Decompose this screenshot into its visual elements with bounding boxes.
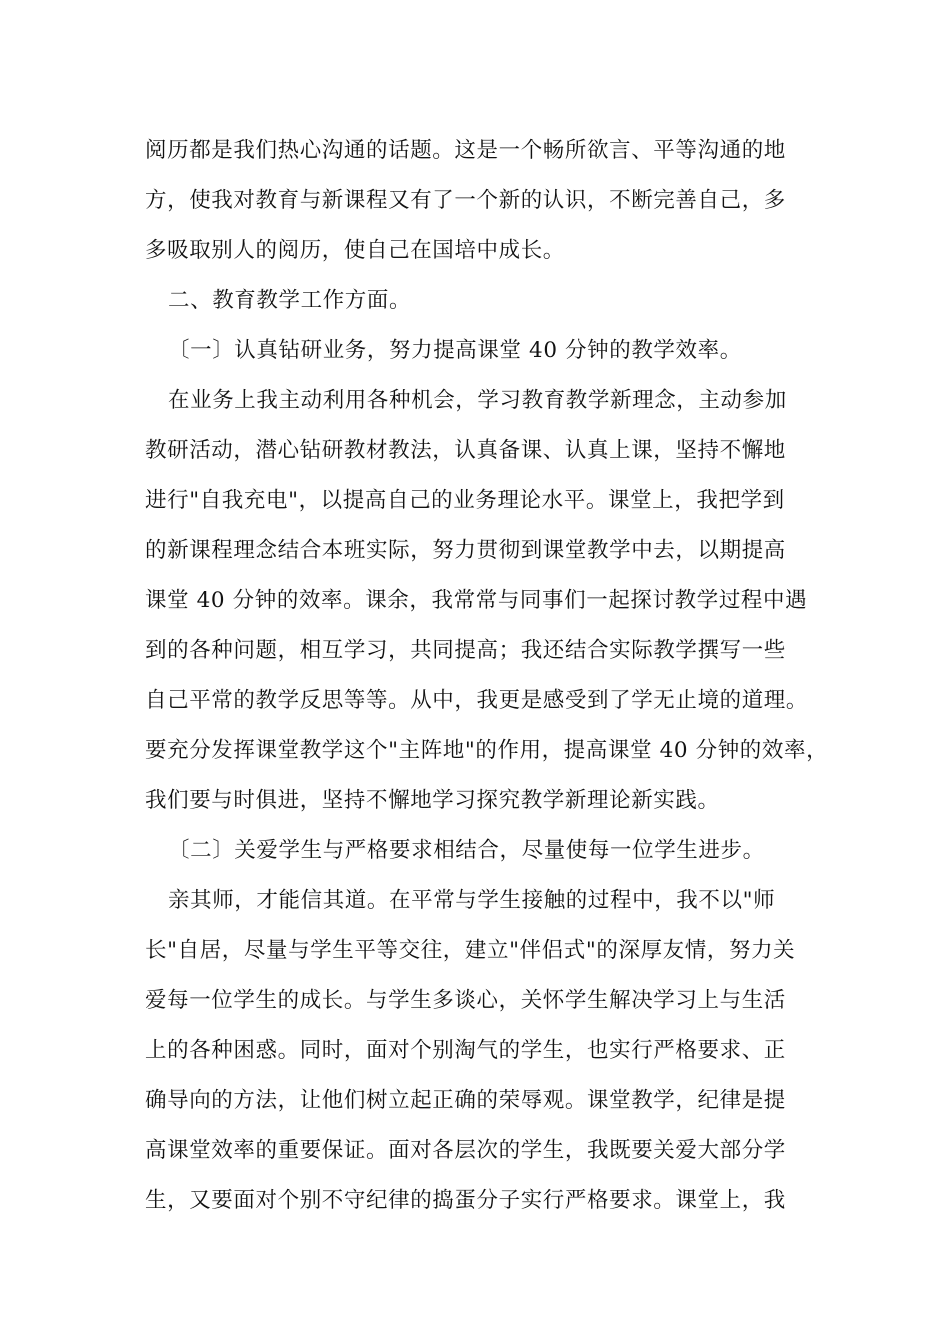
text-line: 长"自居，尽量与学生平等交往，建立"伴侣式"的深厚友情，努力关 [145,938,796,963]
text-line: 进行"自我充电"，以提高自己的业务理论水平。课堂上，我把学到 [145,488,785,513]
text-line: 方，使我对教育与新课程又有了一个新的认识，不断完善自己，多 [145,188,786,213]
text-line: 亲其师，才能信其道。在平常与学生接触的过程中，我不以"师 [168,888,776,913]
text-line: 确导向的方法，让他们树立起正确的荣辱观。课堂教学，纪律是提 [145,1088,786,1113]
text-line: 在业务上我主动利用各种机会，学习教育教学新理念，主动参加 [168,388,787,413]
text-line: 教研活动，潜心钻研教材教法，认真备课、认真上课，坚持不懈地 [145,438,786,463]
text-line: 阅历都是我们热心沟通的话题。这是一个畅所欲言、平等沟通的地 [145,138,786,163]
text-line: 到的各种问题，相互学习，共同提高；我还结合实际教学撰写一些 [145,638,786,663]
section-heading: 二、教育教学工作方面。 [168,288,412,313]
text-line: 自己平常的教学反思等等。从中，我更是感受到了学无止境的道理。 [145,688,809,713]
text-line: 我们要与时俱进，坚持不懈地学习探究教学新理论新实践。 [145,788,720,813]
text-line: 多吸取别人的阅历，使自己在国培中成长。 [145,238,565,263]
text-line: 课堂 40 分钟的效率。课余，我常常与同事们一起探讨教学过程中遇 [145,588,808,613]
text-line: 生，又要面对个别不守纪律的捣蛋分子实行严格要求。课堂上，我 [145,1188,786,1213]
text-line: 的新课程理念结合本班实际，努力贯彻到课堂教学中去，以期提高 [145,538,786,563]
text-line: 上的各种困惑。同时，面对个别淘气的学生，也实行严格要求、正 [145,1038,786,1063]
subsection-heading: 〔二〕关爱学生与严格要求相结合，尽量使每一位学生进步。 [168,838,765,863]
text-line: 爱每一位学生的成长。与学生多谈心，关怀学生解决学习上与生活 [145,988,786,1013]
text-line: 要充分发挥课堂教学这个"主阵地"的作用，提高课堂 40 分钟的效率， [145,738,829,763]
subsection-heading: 〔一〕认真钻研业务，努力提高课堂 40 分钟的教学效率。 [168,338,742,363]
text-line: 高课堂效率的重要保证。面对各层次的学生，我既要关爱大部分学 [145,1138,786,1163]
